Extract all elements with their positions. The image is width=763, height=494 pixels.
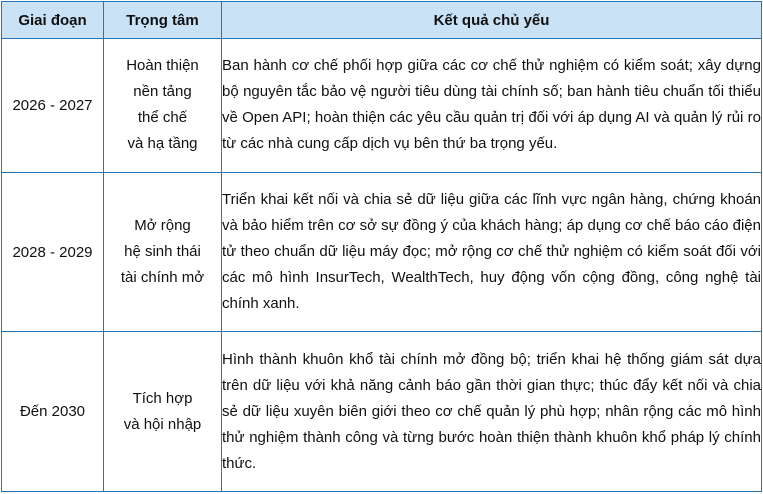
focus-line: hệ sinh thái xyxy=(124,243,201,261)
table-row xyxy=(2,332,762,492)
focus-line: tài chính mở xyxy=(120,269,205,287)
results-cell: Triển khai kết nối và chia sẻ dữ liệu giữa các lĩnh vực ngân hàng, chứng khoán và bảo hiểm trên cơ sở sự đồng ý của khách hàng; áp dụng cơ chế báo cáo điện tử theo chuẩn dữ liệu máy đọc; mở rộng cơ chế thử nghiệm có kiểm soát đối với các mô hình InsurTech, WealthTech, huy động vốn cộng đồng, công nghệ tài chính xanh. xyxy=(222,172,762,332)
focus-line: thể chế xyxy=(137,109,188,127)
focus-line: nền tảng xyxy=(133,83,192,101)
focus-line: và hội nhập xyxy=(123,415,202,433)
roadmap-table xyxy=(1,1,762,492)
table-row xyxy=(2,172,762,332)
results-cell: Hình thành khuôn khổ tài chính mở đồng bộ; triển khai hệ thống giám sát dựa trên dữ liệu với khả năng cảnh báo gần thời gian thực; thúc đẩy kết nối và chia sẻ dữ liệu xuyên biên giới theo cơ chế quản lý phù hợp; nhân rộng các mô hình thử nghiệm thành công và từng bước hoàn thiện thành khuôn khổ pháp lý chính thức. xyxy=(222,332,762,492)
focus-line: và hạ tầng xyxy=(127,135,198,153)
period-cell: 2026 - 2027 xyxy=(2,39,104,173)
table-row xyxy=(2,39,762,173)
focus-cell xyxy=(104,332,222,492)
period-cell: Đến 2030 xyxy=(2,332,104,492)
focus-line: Mở rộng xyxy=(134,217,191,235)
period-cell: 2028 - 2029 xyxy=(2,172,104,332)
focus-line: Hoàn thiện xyxy=(126,57,199,75)
header-focus: Trọng tâm xyxy=(104,2,222,39)
results-cell: Ban hành cơ chế phối hợp giữa các cơ chế thử nghiệm có kiểm soát; xây dựng bộ nguyên tắc bảo vệ người tiêu dùng tài chính số; ban hành tiêu chuẩn tối thiểu về Open API; hoàn thiện các yêu cầu quản trị đối với áp dụng AI và quản lý rủi ro từ các nhà cung cấp dịch vụ bên thứ ba trọng yếu. xyxy=(222,39,762,173)
focus-cell xyxy=(104,39,222,173)
header-period: Giai đoạn xyxy=(2,2,104,39)
header-results: Kết quả chủ yếu xyxy=(222,2,762,39)
focus-line: Tích hợp xyxy=(132,389,193,407)
focus-cell xyxy=(104,172,222,332)
table-header-row xyxy=(2,2,762,39)
